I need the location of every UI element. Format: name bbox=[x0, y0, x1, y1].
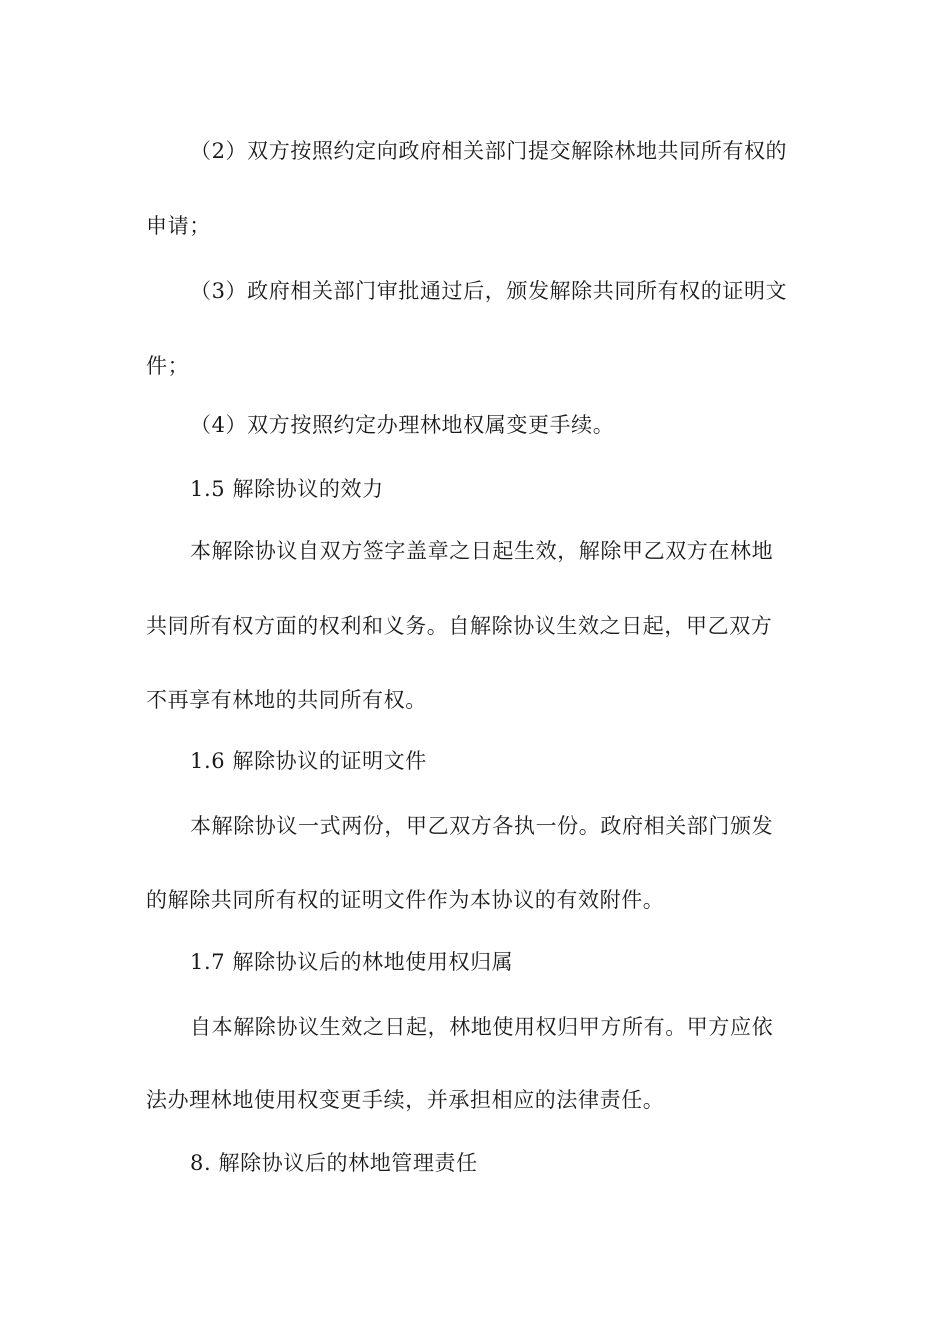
paragraph-line: 不再享有林地的共同所有权。 bbox=[146, 688, 427, 712]
paragraph-line: 本解除协议自双方签字盖章之日起生效，解除甲乙双方在林地 bbox=[190, 539, 774, 563]
paragraph-line: （4）双方按照约定办理林地权属变更手续。 bbox=[190, 413, 615, 437]
paragraph-line: 法办理林地使用权变更手续，并承担相应的法律责任。 bbox=[146, 1088, 665, 1112]
section-heading: 8. 解除协议后的林地管理责任 bbox=[190, 1151, 478, 1175]
section-heading: 1.7 解除协议后的林地使用权归属 bbox=[190, 950, 514, 974]
paragraph-line: 共同所有权方面的权利和义务。自解除协议生效之日起，甲乙双方 bbox=[146, 614, 773, 638]
paragraph-line: 的解除共同所有权的证明文件作为本协议的有效附件。 bbox=[146, 888, 665, 912]
section-heading: 1.5 解除协议的效力 bbox=[190, 477, 384, 501]
paragraph-line: （2）双方按照约定向政府相关部门提交解除林地共同所有权的 bbox=[190, 139, 788, 163]
paragraph-line: （3）政府相关部门审批通过后，颁发解除共同所有权的证明文 bbox=[190, 279, 788, 303]
section-heading: 1.6 解除协议的证明文件 bbox=[190, 749, 427, 773]
paragraph-line: 申请； bbox=[146, 214, 211, 238]
paragraph-line: 本解除协议一式两份，甲乙双方各执一份。政府相关部门颁发 bbox=[190, 814, 774, 838]
paragraph-line: 自本解除协议生效之日起，林地使用权归甲方所有。甲方应依 bbox=[190, 1015, 774, 1039]
paragraph-line: 件； bbox=[146, 354, 190, 378]
